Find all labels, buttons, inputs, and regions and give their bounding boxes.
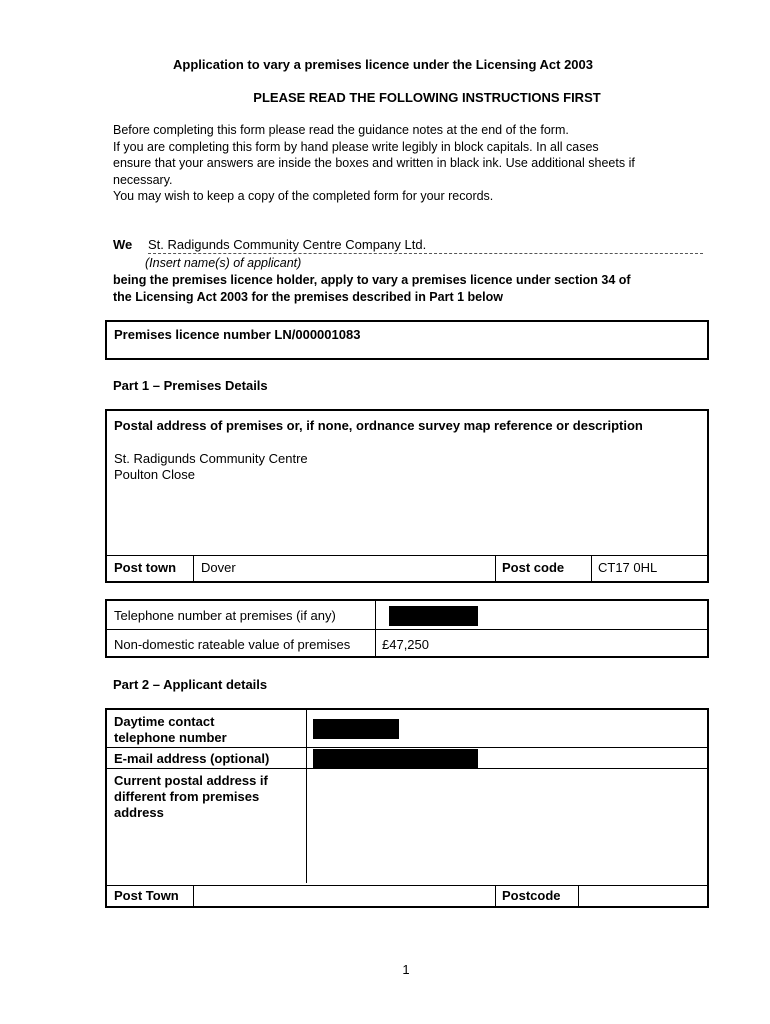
applicant-name-field[interactable] (148, 237, 703, 254)
post-code-value[interactable]: CT17 0HL (598, 560, 658, 575)
applicant-postcode-label: Postcode (502, 888, 561, 903)
divider (495, 885, 496, 906)
applicant-details-box (105, 708, 709, 908)
form-title: Application to vary a premises licence under the Licensing Act 2003 (173, 57, 593, 72)
postal-label-line: different from premises (114, 789, 260, 804)
rateable-label: Non-domestic rateable value of premises (114, 637, 351, 652)
declaration-line: the Licensing Act 2003 for the premises described in Part 1 below (113, 289, 503, 304)
redacted-telephone (389, 606, 478, 626)
address-label: Postal address of premises or, if none, ordnance survey map reference or description (114, 418, 643, 433)
intro-paragraph (113, 122, 713, 205)
divider (591, 555, 592, 581)
address-line: Poulton Close (114, 467, 195, 482)
declaration (113, 272, 733, 305)
post-code-label: Post code (502, 560, 565, 575)
telephone-label: Telephone number at premises (if any) (114, 608, 336, 623)
applicant-post-town-label: Post Town (114, 888, 179, 903)
divider (495, 555, 496, 581)
divider (578, 885, 579, 906)
divider (107, 747, 307, 748)
divider (306, 710, 307, 883)
applicant-postcode-field[interactable] (580, 886, 707, 905)
intro-line: necessary. (113, 172, 173, 187)
post-town-row (107, 555, 707, 581)
redacted-email (313, 749, 478, 768)
premises-address-box (105, 409, 709, 583)
daytime-label-line: Daytime contact (114, 714, 215, 729)
licence-number-box[interactable] (105, 320, 709, 360)
address-line: St. Radigunds Community Centre (114, 451, 308, 466)
daytime-label (114, 714, 227, 746)
post-town-label: Post town (114, 560, 177, 575)
divider (193, 555, 194, 581)
we-label: We (113, 237, 133, 252)
postal-label-line: address (114, 805, 164, 820)
licence-number-text: Premises licence number LN/000001083 (114, 327, 361, 342)
post-town-value[interactable]: Dover (201, 560, 236, 575)
address-value[interactable] (114, 451, 308, 483)
part1-heading: Part 1 – Premises Details (113, 378, 268, 393)
applicant-line (113, 237, 703, 252)
redacted-daytime-phone (313, 719, 399, 739)
insert-names-hint: (Insert name(s) of applicant) (145, 256, 302, 270)
intro-line: Before completing this form please read the guidance notes at the end of the form. (113, 123, 569, 137)
applicant-post-town-field[interactable] (195, 886, 493, 905)
intro-line: ensure that your answers are inside the boxes and written in black ink. Use additional sheets if (113, 156, 635, 170)
divider (107, 629, 707, 630)
divider (107, 768, 707, 769)
email-label: E-mail address (optional) (114, 751, 270, 766)
divider (307, 747, 707, 748)
premises-contact-box (105, 599, 709, 658)
intro-line: You may wish to keep a copy of the completed form for your records. (113, 189, 494, 203)
applicant-post-town-row (107, 885, 707, 906)
divider (193, 885, 194, 906)
page-number: 1 (402, 962, 410, 977)
applicant-name: St. Radigunds Community Centre Company Ltd. (148, 237, 427, 252)
postal-address-label (114, 773, 268, 821)
instructions-heading: PLEASE READ THE FOLLOWING INSTRUCTIONS FIRST (253, 90, 601, 105)
postal-address-field[interactable] (309, 772, 705, 882)
daytime-label-line: telephone number (114, 730, 227, 745)
rateable-value[interactable]: £47,250 (382, 637, 429, 652)
intro-line: If you are completing this form by hand please write legibly in block capitals. In all cases (113, 139, 599, 154)
part2-heading: Part 2 – Applicant details (113, 677, 268, 692)
postal-label-line: Current postal address if (114, 773, 268, 788)
declaration-line: being the premises licence holder, apply to vary a premises licence under section 34 of (113, 273, 631, 287)
